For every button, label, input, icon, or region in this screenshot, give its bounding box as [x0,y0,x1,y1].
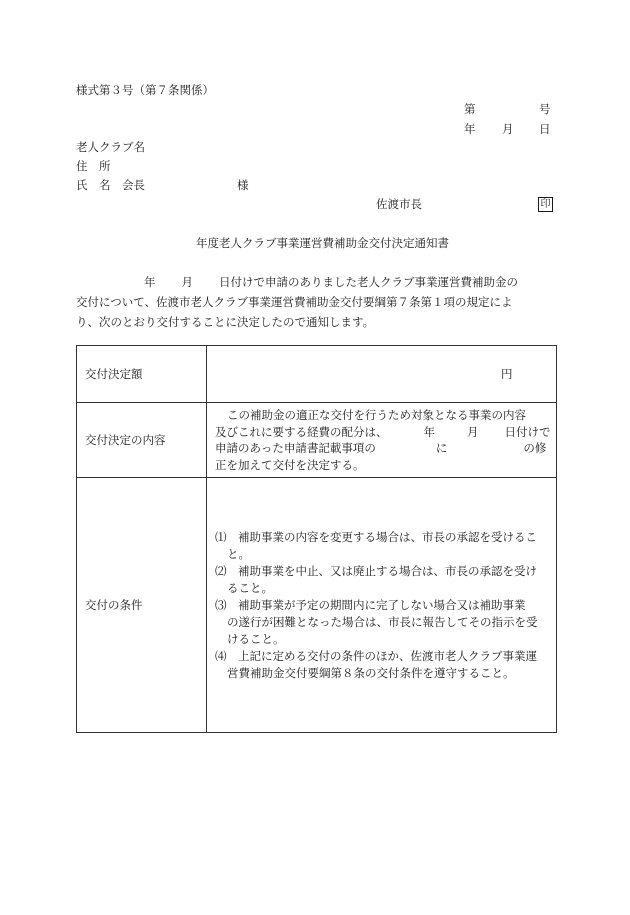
body-year: 年 [144,275,156,289]
decision-table [76,345,557,733]
condition-1-line-2: と。 [227,546,250,561]
content-line-2-text: 及びこれに要する経費の配分は、 [215,424,388,439]
content-line-2-tail: 日付けで [504,424,551,439]
content-ni: に [435,441,448,455]
condition-marker: ⑷ [215,648,227,663]
name-label: 氏 名 会長 [76,178,145,192]
honorific: 様 [237,178,249,192]
conditions-cell [207,478,557,733]
condition-1-line-1 [215,529,550,546]
content-line-1-text: この補助金の適正な交付を行うため対象となる事業の内容 [227,408,526,422]
condition-2-line-2: ること。 [227,580,273,595]
condition-text: 補助事業の内容を変更する場合は、市長の承認を受けるこ [238,529,537,544]
condition-text: 上記に定める交付の条件のほか、佐渡市老人クラブ事業運 [238,648,537,663]
address-label: 住 所 [76,159,111,173]
content-cell [207,403,557,478]
condition-marker: ⑵ [215,563,227,578]
sender-title: 佐渡市長 [376,197,422,211]
body-line-3: り、次のとおり交付することに決定したので通知します。 [76,315,375,329]
condition-3-line-1 [215,597,550,614]
conditions-label: 交付の条件 [77,478,207,733]
date-month: 月 [502,122,514,136]
date-day: 日 [539,122,551,136]
content-line-4: 正を加えて交付を決定する。 [215,457,365,472]
condition-2-line-1 [215,563,550,580]
condition-3-line-2: の遂行が困難となった場合は、市長に報告してその指示を受 [227,614,538,629]
condition-4-line-2: 営費補助金交付要綱第８条の交付条件を遵守すること。 [227,665,515,680]
doc-number-suffix: 号 [539,102,551,116]
seal-mark: 印 [538,197,553,212]
body-line-1-text: 日付けで申請のありました老人クラブ事業運営費補助金の [219,275,518,289]
content-line-1 [215,407,550,424]
condition-marker: ⑶ [215,597,227,612]
table-row [77,403,557,478]
table-row [77,346,557,403]
amount-unit: 円 [207,346,557,403]
condition-4-line-1 [215,648,550,665]
document-title: 年度老人クラブ事業運営費補助金交付決定通知書 [196,236,449,250]
body-month: 月 [181,275,193,289]
table-row [77,478,557,733]
body-paragraph [76,272,558,332]
date-year: 年 [464,122,476,136]
content-line-3-text: 申請のあった申請書記載事項の [215,441,376,455]
condition-3-line-3: けること。 [227,631,285,646]
body-line-1 [76,272,558,292]
club-name-label: 老人クラブ名 [76,140,145,154]
condition-text: 補助事業を中止、又は廃止する場合は、市長の承認を受け [238,563,537,578]
condition-marker: ⑴ [215,529,227,544]
content-year: 年 [423,424,435,439]
doc-number-prefix: 第 [464,102,476,116]
content-line-3 [215,440,550,457]
content-line-3-tail: の修 [523,441,547,455]
amount-label: 交付決定額 [77,346,207,403]
condition-text: 補助事業が予定の期間内に完了しない場合又は補助事業 [238,597,526,612]
content-line-2 [215,424,550,441]
content-label: 交付決定の内容 [77,403,207,478]
form-number: 様式第３号（第７条関係） [76,83,214,97]
body-line-2: 交付について、佐渡市老人クラブ事業運営費補助金交付要綱第７条第１項の規定によ [76,295,513,309]
content-month: 月 [467,424,479,439]
